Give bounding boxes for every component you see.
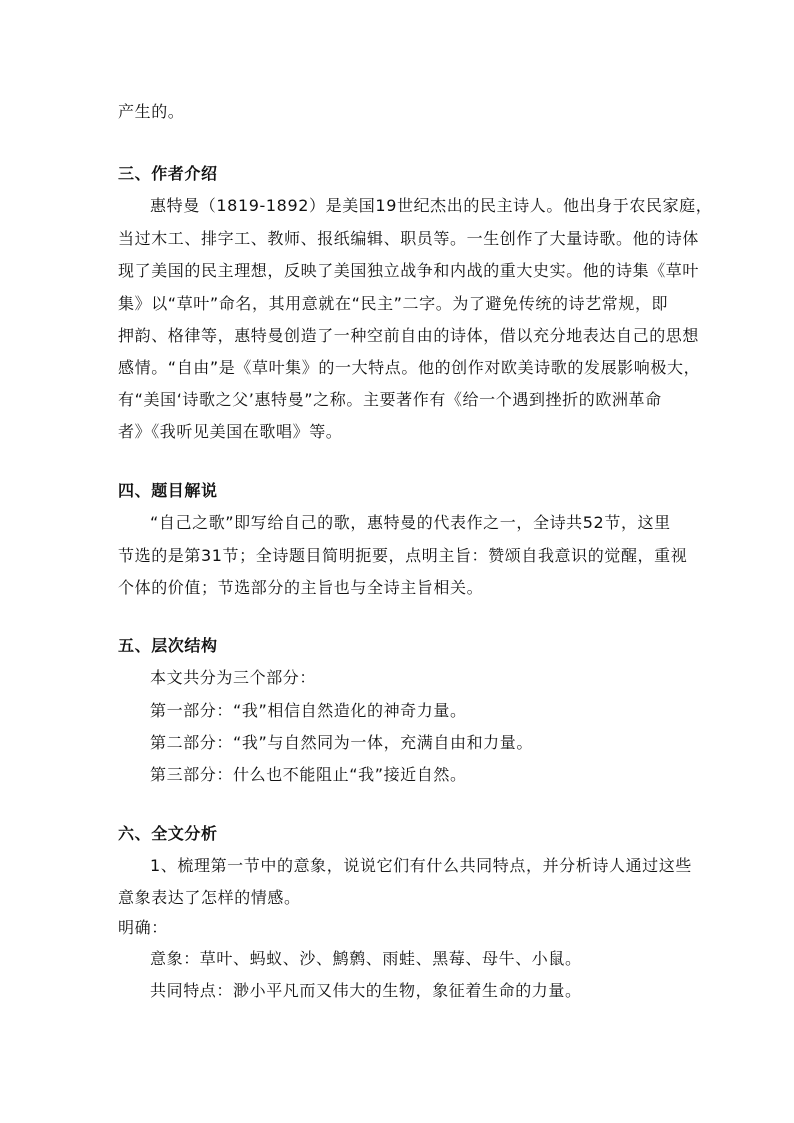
text-line: 现了美国的民主理想，反映了美国独立战争和内战的重大史实。他的诗集《草叶 [118, 261, 700, 280]
text-line: 意象：草叶、蚂蚁、沙、鹪鹩、雨蛙、黑莓、母牛、小鼠。 [150, 949, 582, 968]
text-line: 第一部分：“我”相信自然造化的神奇力量。 [150, 701, 467, 720]
text-line: 个体的价值；节选部分的主旨也与全诗主旨相关。 [118, 578, 484, 597]
text-line: 集》以“草叶”命名，其用意就在“民主”二字。为了避免传统的诗艺常规，即 [118, 294, 669, 313]
text-line: 有“美国‘诗歌之父’惠特曼”之称。主要著作有《给一个遇到挫折的欧洲革命 [118, 390, 662, 409]
text-line: 明确： [118, 918, 168, 937]
text-line: 共同特点：渺小平凡而又伟大的生物，象征着生命的力量。 [150, 981, 582, 1000]
section-heading-structure: 五、层次结构 [118, 636, 218, 655]
section-heading-author: 三、作者介绍 [118, 164, 218, 183]
section-heading-analysis: 六、全文分析 [118, 824, 218, 843]
text-line: 感情。“自由”是《草叶集》的一大特点。他的创作对欧美诗歌的发展影响极大， [118, 358, 701, 377]
text-line: 押韵、格律等，惠特曼创造了一种空前自由的诗体，借以充分地表达自己的思想 [118, 326, 700, 345]
text-line: 本文共分为三个部分： [150, 668, 317, 687]
text-line: 第二部分：“我”与自然同为一体，充满自由和力量。 [150, 733, 533, 752]
text-line: 1、梳理第一节中的意象，说说它们有什么共同特点，并分析诗人通过这些 [150, 856, 692, 875]
text-line: 惠特曼（1819-1892）是美国19世纪杰出的民主诗人。他出身于农民家庭， [150, 196, 713, 215]
text-line: “自己之歌”即写给自己的歌，惠特曼的代表作之一，全诗共52节，这里 [150, 513, 671, 532]
text-line: 当过木工、排字工、教师、报纸编辑、职员等。一生创作了大量诗歌。他的诗体 [118, 229, 700, 248]
section-heading-title: 四、题目解说 [118, 481, 218, 500]
text-line: 节选的是第31节；全诗题目简明扼要，点明主旨：赞颂自我意识的觉醒，重视 [118, 546, 688, 565]
text-line: 者》《我听见美国在歌唱》等。 [118, 422, 343, 441]
text-line: 产生的。 [118, 102, 185, 121]
text-line: 意象表达了怎样的情感。 [118, 888, 301, 907]
text-line: 第三部分：什么也不能阻止“我”接近自然。 [150, 765, 467, 784]
